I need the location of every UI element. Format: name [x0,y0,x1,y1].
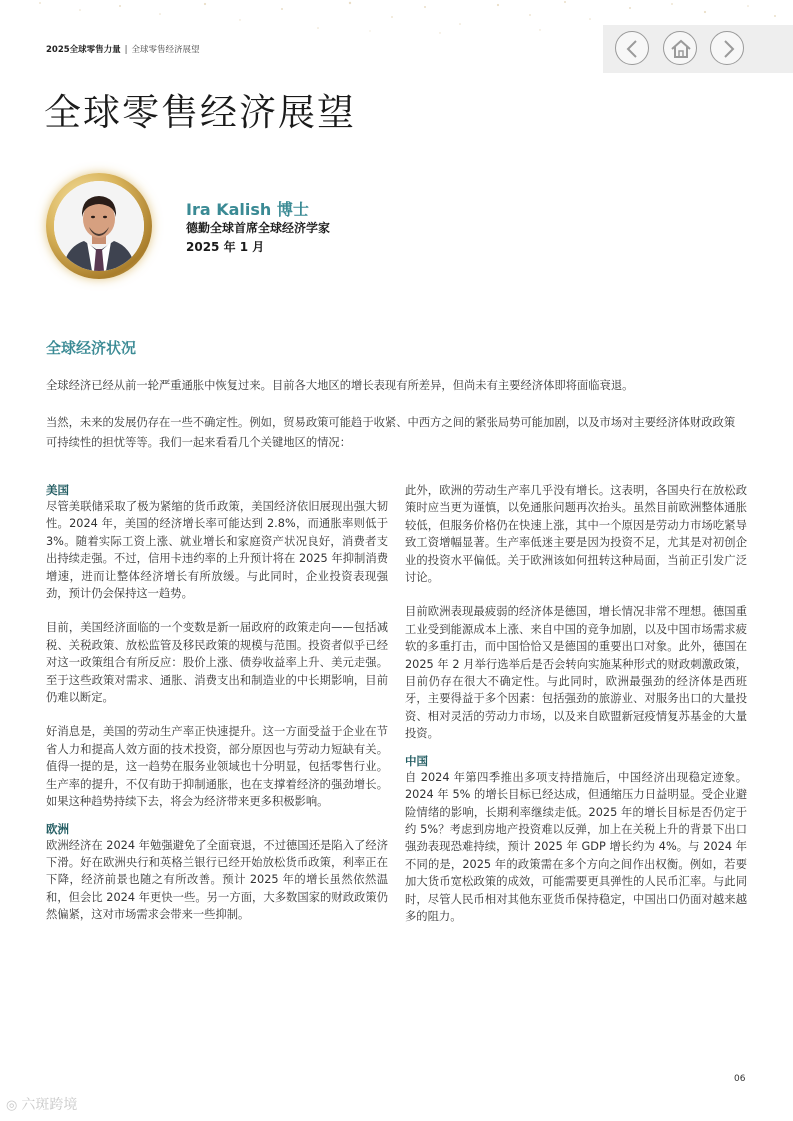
breadcrumb-section-title: 全球零售经济展望 [131,45,200,55]
europe-paragraph-3: 目前欧洲表现最疲弱的经济体是德国，增长情况非常不理想。德国重工业受到能源成本上涨、来自中国的竞争加剧，以及中国市场需求疲软的多重打击，而中国恰恰又是德国的重要出口对象。此外，德国在 2025 年 2 月举行选举后是否会转向实施某种形式的财政刺激政策，目前仍存在很大不确定性。与此同时，欧洲最强劲的经济体是西班牙，主要得益于多个因素：包括强劲的旅游业、对服务出口的大量投资、相对灵活的劳动力市场，以及来自欧盟新冠疫情复苏基金的大量投资。 [405,605,747,741]
europe-paragraph-1: 欧洲经济在 2024 年勉强避免了全面衰退，不过德国还是陷入了经济下滑。好在欧洲央行和英格兰银行已经开始放松货币政策，利率正在下降，经济前景也随之有所改善。预计 2025 年的增长虽然依然温和，但会比 2024 年更快一些。另一方面，大多数国家的财政政策仍然偏紧，这对市场需求会带来一些抑制。 [46,838,388,922]
home-icon [664,32,698,66]
watermark [6,1094,77,1114]
watermark-logo-icon: ◎ [6,1098,18,1113]
chevron-right-icon [711,32,745,66]
region-heading-china: 中国 [405,753,428,768]
author-role: 德勤全球首席全球经济学家 [186,221,331,235]
page-title: 全球零售经济展望 [44,91,356,134]
section-heading: 全球经济状况 [46,339,137,357]
region-heading-europe: 欧洲 [46,821,69,836]
home-button[interactable] [663,31,697,65]
breadcrumb-report-title: 2025全球零售力量 [46,45,121,55]
author-date: 2025 年 1 月 [186,240,265,254]
intro-paragraph-2: 当然，未来的发展仍存在一些不确定性。例如，贸易政策可能趋于收紧、中西方之间的紧张局势可能加剧，以及市场对主要经济体财政政策可持续性的担忧等等。我们一起来看看几个关键地区的情况： [46,416,736,449]
author-portrait [54,181,144,271]
right-column [405,482,747,925]
chevron-left-icon [616,32,650,66]
intro-paragraph-1: 全球经济已经从前一轮严重通胀中恢复过来。目前各大地区的增长表现有所差异，但尚未有主要经济体即将面临衰退。 [46,379,634,392]
next-button[interactable] [710,31,744,65]
left-column [46,482,388,924]
back-button[interactable] [615,31,649,65]
china-paragraph-1: 自 2024 年第四季推出多项支持措施后，中国经济出现稳定迹象。2024 年 5% 的增长目标已经达成，但通缩压力日益明显。受企业避险情绪的影响，长期利率继续走低。2025 年的增长目标是否仍定于约 5%？考虑到房地产投资难以反弹，加上在关税上升的背景下出口强劲表现恐难持续，预计 2025 年 GDP 增长约为 4%。与 2024 年不同的是，2025 年的政策需在多个方向之间作出权衡。例如，若要加大货币宽松政策的成效，可能需要更具弹性的人民币汇率。与此同时，尽管人民币相对其他东亚货币保持稳定，中国出口仍面对越来越多的阻力。 [405,770,747,923]
page-number: 06 [734,1074,746,1084]
watermark-text: 六斑跨境 [21,1097,78,1113]
us-paragraph-2: 目前，美国经济面临的一个变数是新一届政府的政策走向——包括减税、关税政策、放松监管及移民政策的规模与范围。投资者似乎已经对这一政策组合有所反应：股价上涨、债券收益率上升、美元走强。至于这些政策对需求、通胀、消费支出和制造业的中长期影响，目前仍难以断定。 [46,621,388,705]
europe-paragraph-2: 此外，欧洲的劳动生产率几乎没有增长。这表明，各国央行在放松政策时应当更为谨慎，以免通胀问题再次抬头。虽然目前欧洲整体通胀较低，但服务价格仍在快速上涨，其中一个原因是劳动力市场吃紧导致工资增幅显著。生产率低迷主要是因为投资不足，尤其是对初创企业的投资水平偏低。关于欧洲该如何扭转这种局面，当前正引发广泛讨论。 [405,484,747,585]
breadcrumb-separator: | [124,45,128,55]
breadcrumb [46,43,200,55]
region-heading-us: 美国 [46,483,69,497]
author-name: Ira Kalish 博士 [186,200,309,219]
author-avatar [54,181,144,271]
us-paragraph-1: 尽管美联储采取了极为紧缩的货币政策，美国经济依旧展现出强大韧性。2024 年，美国的经济增长率可能达到 2.8%，而通胀率则低于 3%。随着实际工资上涨、就业增长和家庭资产状况良好，消费者支出持续走强。不过，信用卡违约率的上升预计将在 2025 年抑制消费增速，进而让整体经济增长有所放缓。与此同时，企业投资表现强劲，预计仍会保持这一趋势。 [46,500,388,601]
us-paragraph-3: 好消息是，美国的劳动生产率正快速提升。这一方面受益于企业在节省人力和提高人效方面的技术投资，部分原因也与劳动力短缺有关。值得一提的是，这一趋势在服务业领域也十分明显，包括零售行业。生产率的提升，不仅有助于抑制通胀，也在支撑着经济的强劲增长。如果这种趋势持续下去，将会为经济带来更多积极影响。 [46,725,388,809]
